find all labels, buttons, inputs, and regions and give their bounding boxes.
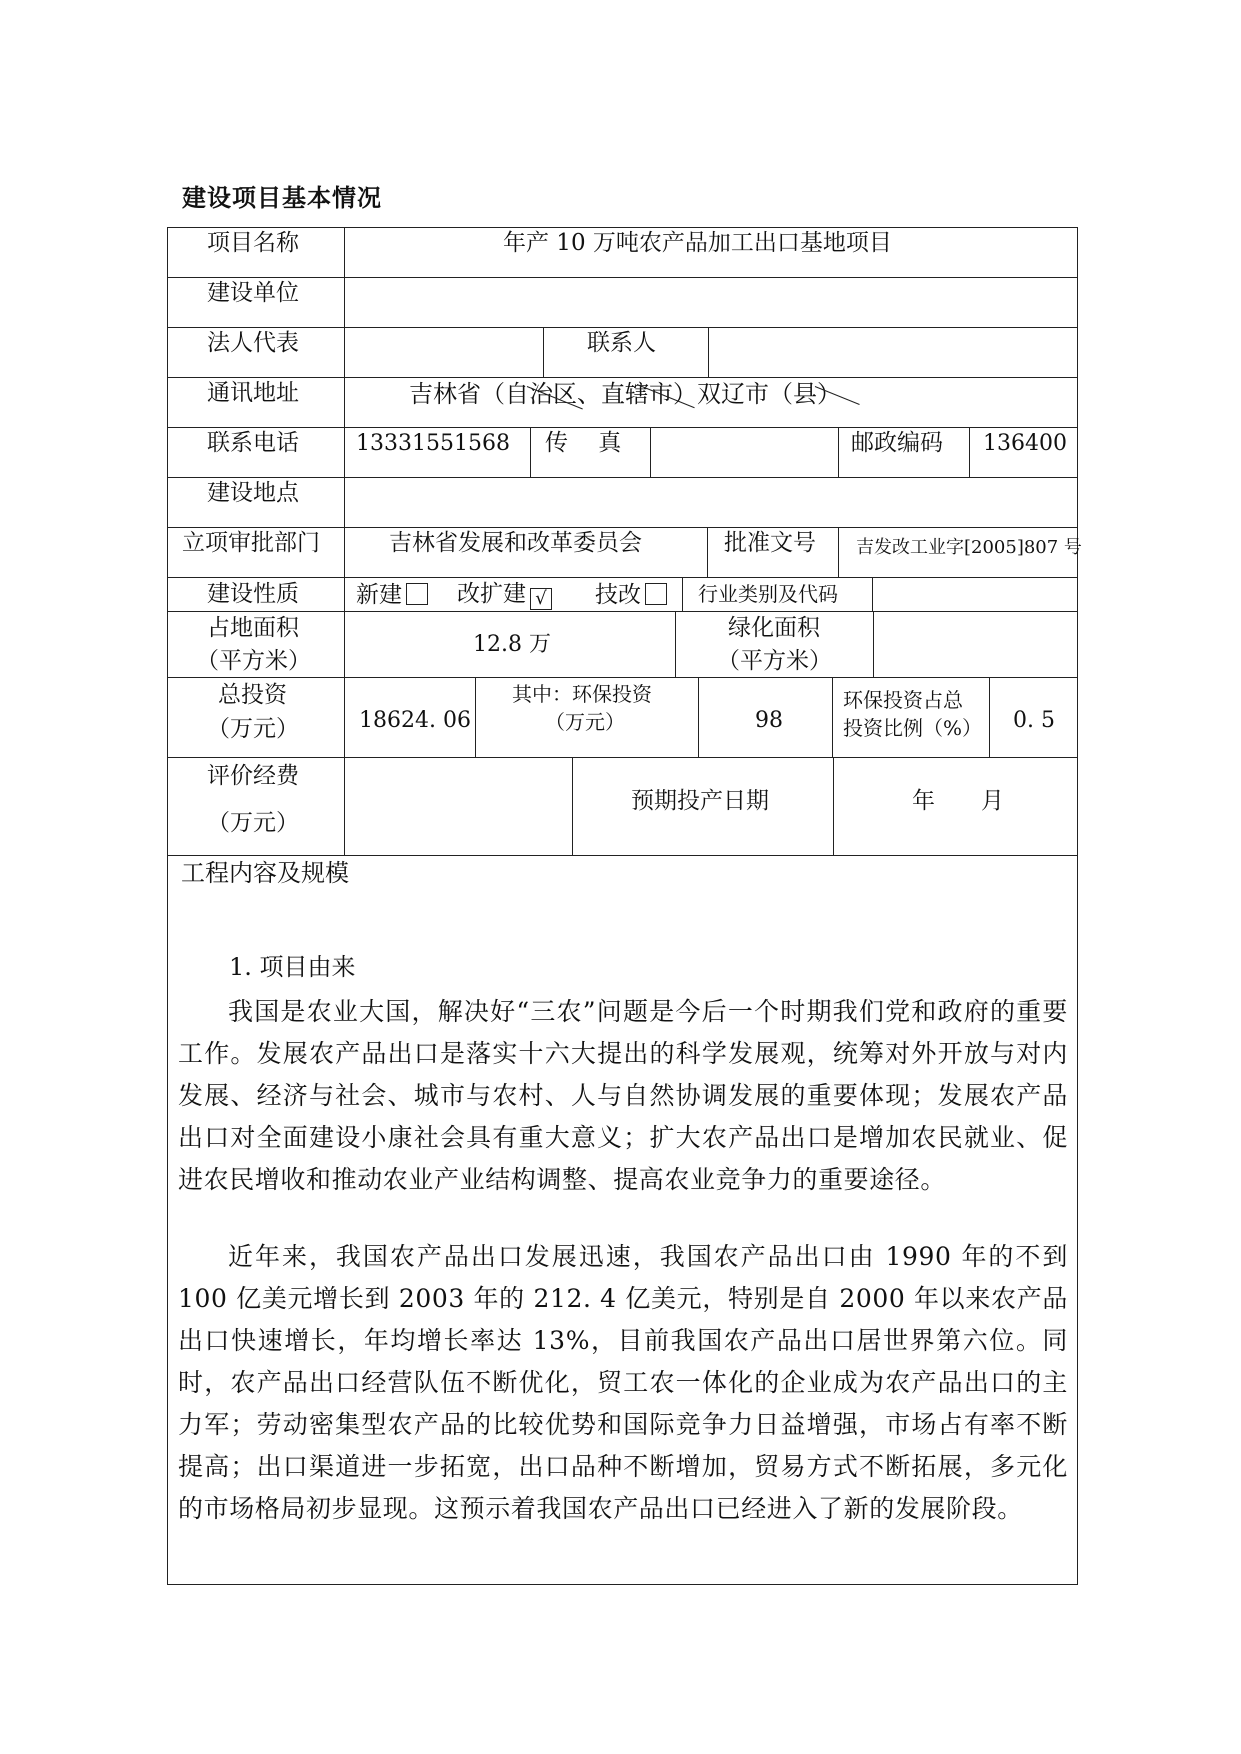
project-name-label: 项目名称 <box>207 230 299 256</box>
nature-option-new[interactable] <box>356 583 428 607</box>
column-divider <box>682 577 683 611</box>
row-divider <box>167 277 1078 278</box>
build-unit-label: 建设单位 <box>207 280 299 306</box>
prod-date-value: 年 月 <box>912 788 1004 814</box>
row-divider <box>167 527 1078 528</box>
column-divider <box>344 227 345 855</box>
approval-doc-value: 吉发改工业字[2005]807 号 <box>856 537 1082 558</box>
nature-label: 建设性质 <box>207 581 299 607</box>
approval-dept-label: 立项审批部门 <box>182 530 320 556</box>
green-label-line2: （平方米） <box>717 648 832 674</box>
column-divider <box>989 677 990 757</box>
column-divider <box>650 427 651 477</box>
project-name-value: 年产 10 万吨农产品加工出口基地项目 <box>503 230 892 256</box>
page-title: 建设项目基本情况 <box>182 184 382 212</box>
paragraph-2: 近年来，我国农产品出口发展迅速，我国农产品出口由 1990 年的不到 100 亿美元增长到 2003 年的 212. 4 亿美元，特别是自 2000 年以来农产品出口快速增长，年均增长率达 13%，目前我国农产品出口居世界第六位。同时，农产品出口经营队伍不断优化，贸工农一体化的企业成为农产品出口的主力军；劳动密集型农产品的比较优势和国际竞争力日益增强，市场占有率不断提高；出口渠道进一步拓宽，出口品种不断增加，贸易方式不断拓展，多元化的市场格局初步显现。这预示着我国农产品出口已经进入了新的发展阶段。 <box>178 1242 1068 1523</box>
column-divider <box>675 611 676 677</box>
column-divider <box>838 427 839 477</box>
postcode-value: 136400 <box>983 431 1067 456</box>
nature-option-renovate[interactable] <box>595 583 667 607</box>
column-divider <box>833 757 834 855</box>
site-label: 建设地点 <box>207 480 299 506</box>
env-invest-value: 98 <box>755 708 783 733</box>
nature-option-label: 新建 <box>356 582 402 608</box>
column-divider <box>698 677 699 757</box>
row-divider <box>167 757 1078 758</box>
nature-option-label: 改扩建 <box>457 581 526 607</box>
invest-value: 18624. 06 <box>359 708 471 733</box>
column-divider <box>475 677 476 757</box>
section-subheading: 1. 项目由来 <box>229 953 356 981</box>
column-divider <box>838 527 839 577</box>
env-ratio-label-line2: 投资比例（%） <box>843 716 983 740</box>
phone-label: 联系电话 <box>207 430 299 456</box>
row-divider <box>167 855 1078 856</box>
row-divider <box>167 611 1078 612</box>
invest-label-line2: （万元） <box>207 716 299 742</box>
column-divider <box>707 527 708 577</box>
address-label: 通讯地址 <box>207 380 299 406</box>
checkbox-expand[interactable]: √ <box>530 588 552 610</box>
eval-fee-label-line1: 评价经费 <box>207 763 299 789</box>
column-divider <box>873 611 874 677</box>
approval-dept-value: 吉林省发展和改革委员会 <box>389 530 642 556</box>
row-divider <box>167 327 1078 328</box>
row-divider <box>167 577 1078 578</box>
column-divider <box>872 577 873 611</box>
contact-label: 联系人 <box>587 330 656 356</box>
green-label-line1: 绿化面积 <box>728 615 820 641</box>
address-value: 吉林省（自治区、直辖市）双辽市（县） <box>409 380 841 408</box>
area-value: 12.8 万 <box>473 632 551 657</box>
approval-doc-label: 批准文号 <box>724 530 816 556</box>
row-divider <box>167 427 1078 428</box>
checkbox-new[interactable] <box>406 583 428 605</box>
phone-value: 13331551568 <box>356 431 510 456</box>
nature-option-expand[interactable] <box>457 583 552 610</box>
nature-option-label: 技改 <box>595 582 641 608</box>
column-divider <box>530 427 531 477</box>
env-invest-label-line1: 其中：环保投资 <box>512 682 652 706</box>
env-ratio-value: 0. 5 <box>1013 708 1055 733</box>
industry-label: 行业类别及代码 <box>698 582 838 606</box>
column-divider <box>572 757 573 855</box>
invest-label-line1: 总投资 <box>218 682 287 708</box>
fax-label: 传 真 <box>545 430 622 456</box>
checkbox-renovate[interactable] <box>645 583 667 605</box>
legal-rep-label: 法人代表 <box>207 330 299 356</box>
column-divider <box>832 677 833 757</box>
postcode-label: 邮政编码 <box>851 430 943 456</box>
row-divider <box>167 477 1078 478</box>
paragraph-1: 我国是农业大国，解决好“三农”问题是今后一个时期我们党和政府的重要工作。发展农产品出口是落实十六大提出的科学发展观，统筹对外开放与对内发展、经济与社会、城市与农村、人与自然协调发展的重要体现；发展农产品出口对全面建设小康社会具有重大意义；扩大农产品出口是增加农民就业、促进农民增收和推动农业产业结构调整、提高农业竞争力的重要途径。 <box>178 997 1068 1194</box>
row-divider <box>167 377 1078 378</box>
eval-fee-label-line2: （万元） <box>207 810 299 836</box>
area-label-line1: 占地面积 <box>207 615 299 641</box>
prod-date-label: 预期投产日期 <box>631 788 769 814</box>
column-divider <box>543 327 544 377</box>
row-divider <box>167 677 1078 678</box>
column-divider <box>969 427 970 477</box>
env-invest-label-line2: （万元） <box>545 710 625 734</box>
column-divider <box>708 327 709 377</box>
area-label-line2: （平方米） <box>196 648 311 674</box>
section-label: 工程内容及规模 <box>181 859 349 887</box>
env-ratio-label-line1: 环保投资占总 <box>843 688 963 712</box>
